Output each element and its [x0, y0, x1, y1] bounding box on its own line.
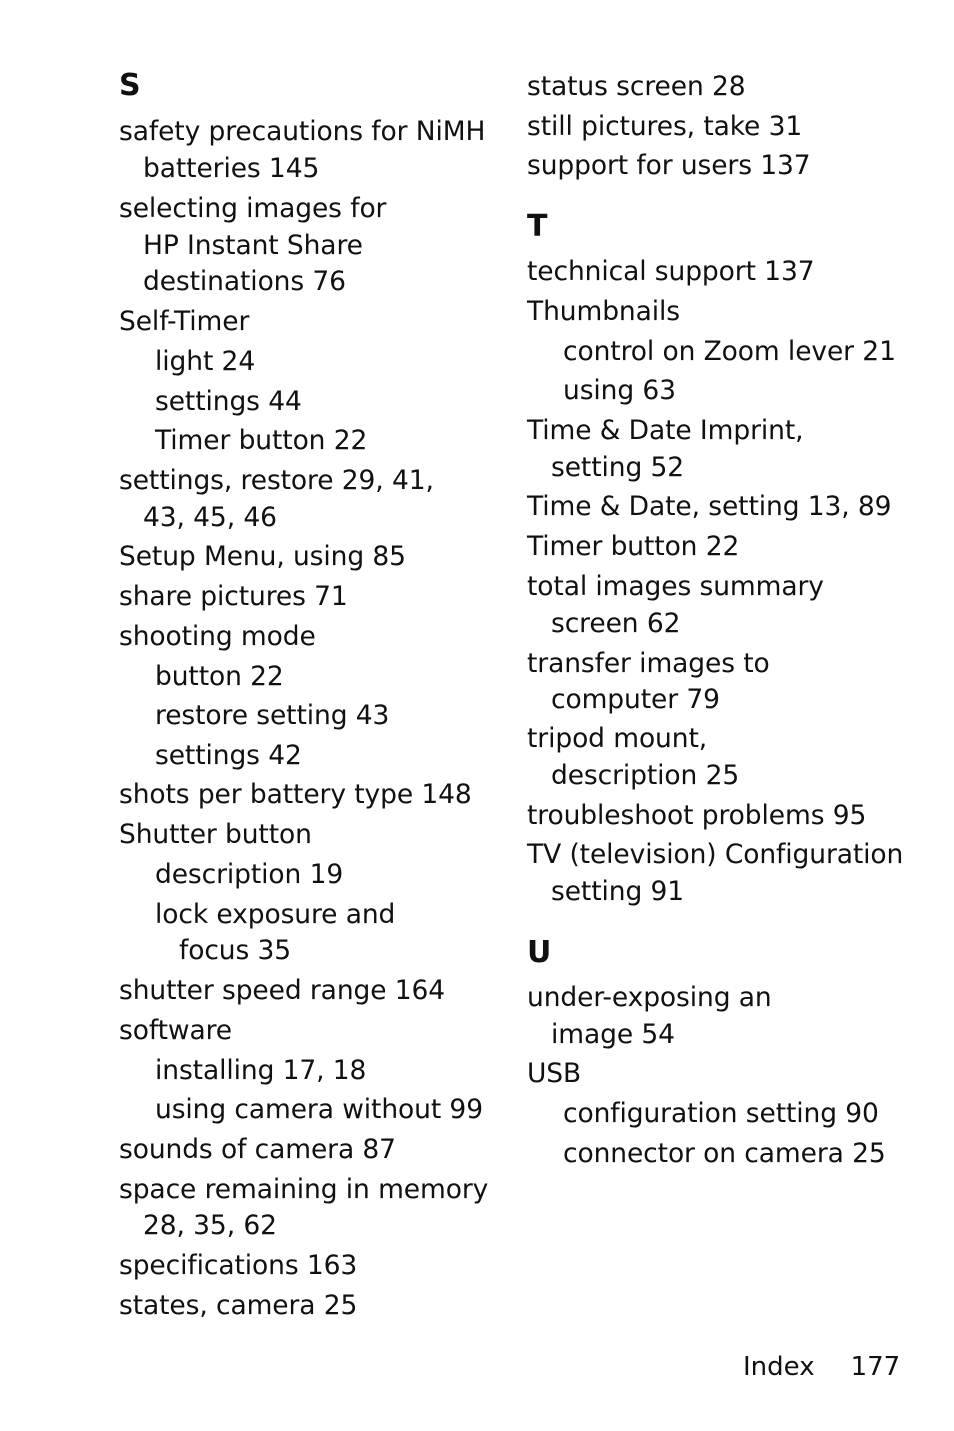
index-section-letter: T — [527, 209, 548, 244]
index-entry: setting 91 — [551, 876, 685, 907]
index-entry: restore setting 43 — [155, 700, 390, 731]
index-entry: settings, restore 29, 41, — [119, 465, 434, 496]
index-entry: shooting mode — [119, 621, 316, 652]
index-entry: software — [119, 1015, 233, 1046]
index-entry: image 54 — [551, 1019, 675, 1050]
index-entry: computer 79 — [551, 684, 720, 715]
index-section-letter: U — [527, 935, 552, 970]
index-entry: description 25 — [551, 760, 740, 791]
index-entry: TV (television) Configuration — [527, 839, 904, 870]
index-entry: shutter speed range 164 — [119, 975, 446, 1006]
index-entry: connector on camera 25 — [563, 1138, 886, 1169]
index-entry: 43, 45, 46 — [143, 502, 277, 533]
index-entry: Timer button 22 — [527, 531, 740, 562]
index-entry: focus 35 — [179, 935, 292, 966]
index-entry: installing 17, 18 — [155, 1055, 367, 1086]
index-entry: Thumbnails — [527, 296, 680, 327]
index-entry: technical support 137 — [527, 256, 815, 287]
index-entry: 28, 35, 62 — [143, 1210, 277, 1241]
index-entry: selecting images for — [119, 193, 387, 224]
index-entry: troubleshoot problems 95 — [527, 800, 867, 831]
index-entry: Shutter button — [119, 819, 312, 850]
index-entry: destinations 76 — [143, 266, 346, 297]
index-entry: Timer button 22 — [155, 425, 368, 456]
index-entry: Time & Date, setting 13, 89 — [527, 491, 892, 522]
index-entry: screen 62 — [551, 608, 681, 639]
index-entry: batteries 145 — [143, 153, 320, 184]
index-entry: Time & Date Imprint, — [527, 415, 804, 446]
index-entry: states, camera 25 — [119, 1290, 358, 1321]
index-entry: description 19 — [155, 859, 344, 890]
index-entry: specifications 163 — [119, 1250, 358, 1281]
index-entry: USB — [527, 1058, 582, 1089]
index-entry: Setup Menu, using 85 — [119, 541, 406, 572]
index-entry: transfer images to — [527, 648, 770, 679]
index-entry: safety precautions for NiMH — [119, 116, 486, 147]
index-entry: share pictures 71 — [119, 581, 348, 612]
index-entry: using camera without 99 — [155, 1094, 483, 1125]
index-entry: status screen 28 — [527, 71, 746, 102]
index-entry: still pictures, take 31 — [527, 111, 803, 142]
index-entry: button 22 — [155, 661, 284, 692]
page-number: 177 — [850, 1352, 901, 1382]
index-entry: light 24 — [155, 346, 256, 377]
footer-section: Index — [743, 1352, 815, 1382]
index-entry: shots per battery type 148 — [119, 779, 472, 810]
page-footer — [743, 1351, 900, 1383]
index-entry: under-exposing an — [527, 982, 772, 1013]
index-entry: configuration setting 90 — [563, 1098, 879, 1129]
index-entry: using 63 — [563, 375, 676, 406]
index-entry: sounds of camera 87 — [119, 1134, 396, 1165]
index-entry: lock exposure and — [155, 899, 396, 930]
index-entry: settings 42 — [155, 740, 302, 771]
index-entry: Self-Timer — [119, 306, 250, 337]
index-entry: setting 52 — [551, 452, 685, 483]
index-section-letter: S — [119, 68, 141, 103]
index-entry: settings 44 — [155, 386, 302, 417]
index-entry: support for users 137 — [527, 150, 811, 181]
index-entry: space remaining in memory — [119, 1174, 489, 1205]
index-entry: tripod mount, — [527, 723, 708, 754]
index-entry: total images summary — [527, 571, 824, 602]
index-entry: HP Instant Share — [143, 230, 363, 261]
index-entry: control on Zoom lever 21 — [563, 336, 896, 367]
